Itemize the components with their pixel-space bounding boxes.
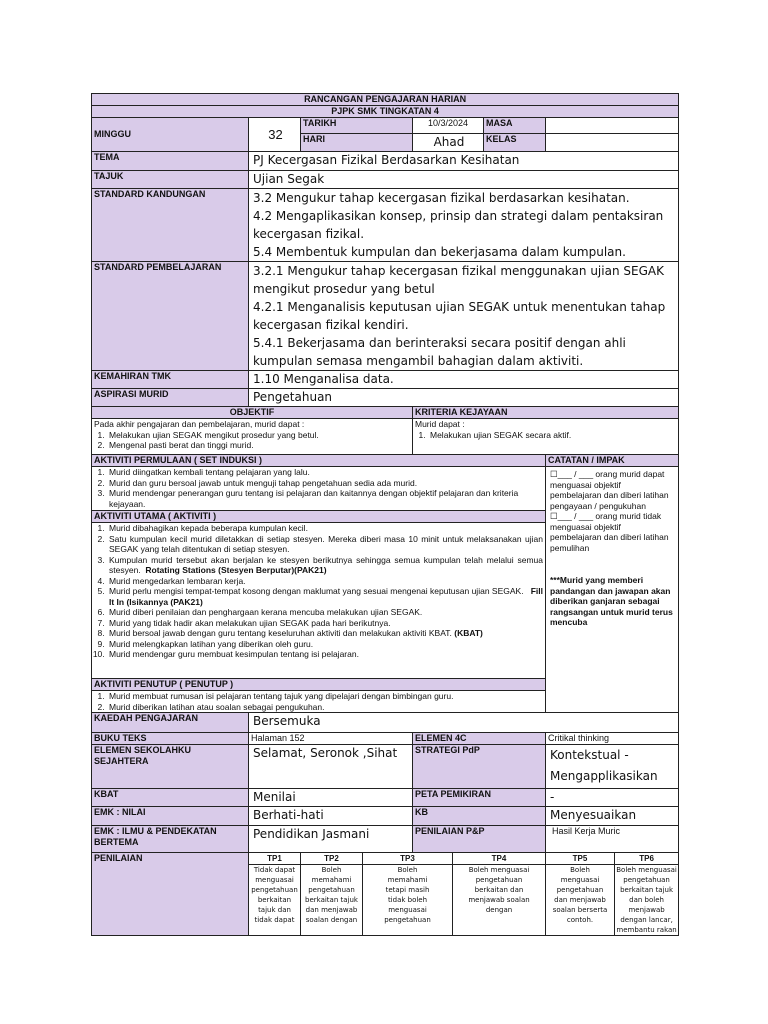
sk-line: 5.4 Membentuk kumpulan dan bekerjasama dalam kumpulan. — [253, 245, 626, 259]
kriteria-item: 1. Melakukan ujian SEGAK secara aktif. — [428, 430, 676, 441]
utama-item-tag: Fill It In (Isikannya (PAK21) — [109, 586, 543, 607]
plan-title: RANCANGAN PENGAJARAN HARIAN — [92, 94, 679, 106]
tp-name: TP6 — [615, 853, 679, 865]
sk-line: 3.2 Mengukur tahap kecergasan fizikal berdasarkan kesihatan. — [253, 191, 630, 205]
permulaan-content — [92, 467, 546, 511]
tp-description: Boleh menguasai pengetahuan berkaitan tajuk dan boleh menjawab dengan lancar, membantu rakan — [616, 866, 677, 934]
kb-label: KB — [413, 807, 546, 826]
utama-item-tag: Rotating Stations (Stesyen Berputar)(PAK21) — [145, 565, 327, 575]
tp-name: TP4 — [453, 853, 546, 865]
tajuk-value: Ujian Segak — [249, 171, 679, 189]
sp-line: 5.4.1 Bekerjasama dan berinteraksi secara positif dengan ahli kumpulan semasa mengambil bahagian dalam aktiviti. — [253, 336, 626, 368]
penilaian-pp-label: PENILAIAN P&P — [413, 826, 546, 853]
utama-content — [92, 523, 546, 679]
utama-item-text: Satu kumpulan kecil murid diletakkan di setiap stesyen. Mereka diberi masa 10 minit untuk melaksanakan ujian SEGAK yang telah ditentukan di setiap stesyen. — [109, 533, 543, 554]
utama-item-text: Murid melengkapkan latihan yang diberikan oleh guru. — [109, 638, 314, 649]
utama-item-text: Murid diberi penilaian dan penghargaan kerana mencuba melakukan ujian SEGAK. — [109, 607, 423, 617]
emk-nilai-label: EMK : NILAI — [92, 807, 249, 826]
utama-item — [107, 523, 543, 534]
utama-item — [107, 628, 543, 639]
utama-item — [107, 639, 543, 650]
elemen-sekolah-value: Selamat, Seronok ,Sihat — [249, 745, 413, 789]
utama-item — [107, 555, 543, 576]
buku-teks-label: BUKU TEKS — [92, 733, 249, 745]
utama-item-text: Murid dibahagikan kepada beberapa kumpulan kecil. — [109, 523, 308, 533]
lesson-plan-document — [91, 93, 678, 936]
kemahiran-tmk-value: 1.10 Menganalisa data. — [249, 371, 679, 389]
kaedah-label: KAEDAH PENGAJARAN — [92, 713, 249, 733]
sp-line: 3.2.1 Mengukur tahap kecergasan fizikal menggunakan ujian SEGAK mengikut prosedur yang betul — [253, 264, 664, 296]
utama-header: AKTIVITI UTAMA ( AKTIVITI ) — [92, 511, 546, 523]
utama-item-text: Murid mengedarkan lembaran kerja. — [109, 575, 246, 586]
penutup-item: 1. Murid membuat rumusan isi pelajaran tentang tajuk yang dipelajari dengan bimbingan guru. — [107, 691, 543, 702]
aspirasi-murid-value: Pengetahuan — [249, 389, 679, 407]
utama-item — [107, 534, 543, 555]
lesson-plan-table — [91, 93, 679, 936]
utama-item — [107, 607, 543, 618]
kriteria-intro: Murid dapat : — [415, 419, 465, 429]
penutup-header: AKTIVITI PENUTUP ( PENUTUP ) — [92, 679, 546, 691]
tema-value: PJ Kecergasan Fizikal Berdasarkan Kesihatan — [249, 152, 679, 171]
objektif-item: 1. Melakukan ujian SEGAK mengikut prosedur yang betul. — [107, 430, 410, 441]
sp-line: 4.2.1 Menganalisis keputusan ujian SEGAK untuk menentukan tahap kecergasan fizikal kendiri. — [253, 300, 666, 332]
penutup-item: 2. Murid diberikan latihan atau soalan sebagai pengukuhan. — [107, 702, 543, 713]
penilaian-label: PENILAIAN — [92, 853, 249, 936]
emk-nilai-value: Berhati-hati — [249, 807, 413, 826]
utama-item-text: Murid yang tidak hadir akan melakukan ujian SEGAK pada hari berikutnya. — [109, 617, 391, 628]
hari-label: HARI — [301, 134, 413, 152]
kb-value: Menyesuaikan — [546, 807, 679, 826]
tp-description: Boleh menguasai pengetahuan berkaitan dan menjawab soalan dengan — [453, 865, 546, 936]
kriteria-header: KRITERIA KEJAYAAN — [413, 407, 679, 419]
permulaan-item: 3. Murid mendengar penerangan guru tentang isi pelajaran dan kaitannya dengan objektif pelajaran dan kriteria kejayaan. — [107, 488, 543, 509]
catatan-content — [546, 467, 679, 713]
buku-teks-value: Halaman 152 — [249, 733, 413, 745]
catatan-note: ***Murid yang memberi pandangan dan jawapan akan diberikan ganjaran sebagai rangsangan untuk murid terus mencuba — [550, 575, 673, 627]
tajuk-label: TAJUK — [92, 171, 249, 189]
kaedah-value: Bersemuka — [249, 713, 679, 733]
tema-label: TEMA — [92, 152, 249, 171]
kelas-label: KELAS — [484, 134, 546, 152]
utama-item-tag: (KBAT) — [454, 628, 483, 638]
permulaan-header: AKTIVITI PERMULAAN ( SET INDUKSI ) — [92, 455, 546, 467]
utama-item — [107, 576, 543, 587]
elemen4c-label: ELEMEN 4C — [413, 733, 546, 745]
tarikh-value: 10/3/2024 — [413, 118, 484, 134]
catatan-header: CATATAN / IMPAK — [546, 455, 679, 467]
tp-description: Boleh memahami tetapi masih tidak boleh menguasai pengetahuan — [363, 865, 453, 936]
tp-description: Boleh memahami pengetahuan berkaitan tajuk dan menjawab soalan dengan — [301, 865, 363, 936]
utama-item — [107, 586, 543, 607]
standard-kandungan-value — [249, 189, 679, 262]
objektif-item: 2. Mengenal pasti berat dan tinggi murid. — [107, 440, 410, 451]
permulaan-item: 1. Murid diingatkan kembali tentang pelajaran yang lalu. — [107, 467, 543, 478]
standard-kandungan-label: STANDARD KANDUNGAN — [92, 189, 249, 262]
tp-description: Boleh menguasai pengetahuan dan menjawab soalan berserta contoh. — [546, 865, 615, 936]
permulaan-item: 2. Murid dan guru bersoal jawab untuk menguji tahap pengetahuan sedia ada murid. — [107, 478, 543, 489]
objektif-intro: Pada akhir pengajaran dan pembelajaran, murid dapat : — [94, 419, 305, 429]
utama-item-text: Murid mendengar guru membuat kesimpulan tentang isi pelajaran. — [109, 649, 359, 659]
masa-value — [546, 118, 679, 134]
objektif-header: OBJEKTIF — [92, 407, 413, 419]
masa-label: MASA — [484, 118, 546, 134]
standard-pembelajaran-value — [249, 262, 679, 371]
utama-item — [107, 618, 543, 629]
kbat-value: Menilai — [249, 789, 413, 807]
tp-name: TP5 — [546, 853, 615, 865]
objektif-content — [92, 419, 413, 455]
elemen4c-value: Critikal thinking — [546, 733, 679, 745]
penilaian-pp-value: Hasil Kerja Muric — [546, 826, 679, 853]
sk-line: 4.2 Mengaplikasikan konsep, prinsip dan strategi dalam pentaksiran kecergasan fizikal. — [253, 209, 664, 241]
minggu-value: 32 — [249, 118, 301, 152]
kbat-label: KBAT — [92, 789, 249, 807]
tp-name: TP1 — [249, 853, 301, 865]
utama-item-text: Kumpulan murid tersebut akan berjalan ke stesyen berikutnya sehingga semua kumpulan telah melalui semua stesyen. — [109, 554, 543, 575]
utama-item — [107, 649, 543, 660]
standard-pembelajaran-label: STANDARD PEMBELAJARAN — [92, 262, 249, 371]
tp-name: TP3 — [363, 853, 453, 865]
utama-item-text: Murid perlu mengisi tempat-tempat kosong dengan maklumat yang sesuai mengenai keputusan ujian SEGAK. — [109, 586, 524, 596]
strategi-label: STRATEGI PdP — [413, 745, 546, 789]
tp-name: TP2 — [301, 853, 363, 865]
kemahiran-tmk-label: KEMAHIRAN TMK — [92, 371, 249, 389]
emk-ilmu-value: Pendidikan Jasmani — [249, 826, 413, 853]
tarikh-label: TARIKH — [301, 118, 413, 134]
aspirasi-murid-label: ASPIRASI MURID — [92, 389, 249, 407]
elemen-sekolah-label: ELEMEN SEKOLAHKU SEJAHTERA — [92, 745, 249, 789]
peta-label: PETA PEMIKIRAN — [413, 789, 546, 807]
penutup-content — [92, 691, 546, 713]
catatan-line-1: ☐___ / ___ orang murid dapat menguasai objektif pembelajaran dan diberi latihan pengayaan / pengukuhan — [550, 469, 669, 511]
tp-description: Tidak dapat menguasai pengetahuan berkaitan tajuk dan tidak dapat — [249, 865, 301, 936]
hari-value: Ahad — [413, 134, 484, 152]
utama-item-text: Murid bersoal jawab dengan guru tentang keseluruhan aktiviti dan melakukan aktiviti KBAT. — [109, 628, 452, 638]
kelas-value — [546, 134, 679, 152]
plan-subtitle: PJPK SMK TINGKATAN 4 — [92, 106, 679, 118]
kriteria-content — [413, 419, 679, 455]
minggu-label: MINGGU — [92, 118, 249, 152]
emk-ilmu-label: EMK : ILMU & PENDEKATAN BERTEMA — [92, 826, 249, 853]
catatan-line-2: ☐___ / ___ orang murid tidak menguasai objektif pembelajaran dan diberi latihan pemulihan — [550, 511, 669, 553]
strategi-value: Kontekstual - Mengapplikasikan — [546, 745, 679, 789]
peta-value: - — [546, 789, 679, 807]
